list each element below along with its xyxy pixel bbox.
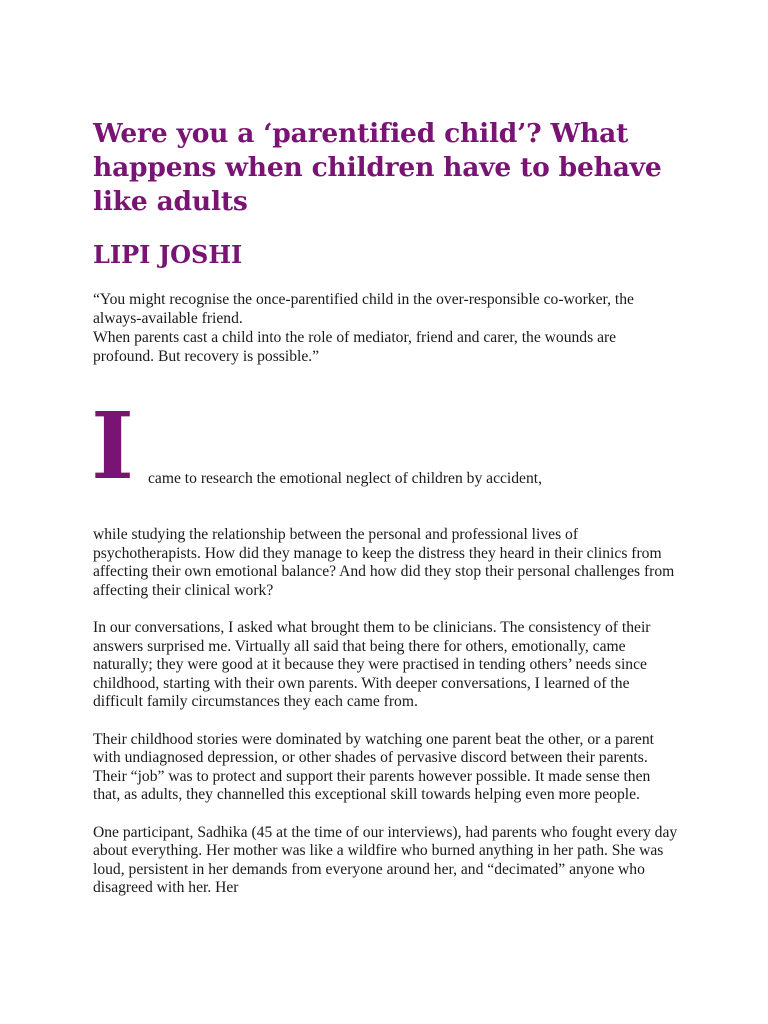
standfirst-line: When parents cast a child into the role of mediator, friend and carer, the wounds are profound. But recovery is possible.”: [93, 329, 617, 365]
body-paragraph: One participant, Sadhika (45 at the time of our interviews), had parents who fought every day about everything. Her mother was like a wildfire who burned anything in her path. She was loud, persistent in her demands from everyone around her, and “decimated” anyone who disagreed with her. Her: [93, 823, 678, 897]
article-author: LIPI JOSHI: [93, 240, 243, 269]
article-title: Were you a ‘parentified child’? What happens when children have to behave like adults: [93, 118, 662, 217]
dropcap-paragraph-start: [91, 392, 678, 500]
body-paragraph: while studying the relationship between the personal and professional lives of psychotherapists. How did they manage to keep the distress they heard in their clinics from affecting their own emotional balance? And how did they stop their personal challenges from affecting their clinical work?: [93, 526, 675, 599]
body-paragraph: Their childhood stories were dominated by watching one parent beat the other, or a parent with undiagnosed depression, or other shades of pervasive discord between their parents. Their “job” was to protect and support their parents however possible. It made sense then that, as adults, they channelled this exceptional skill towards helping even more people.: [93, 730, 654, 804]
article-body: [93, 526, 678, 898]
body-paragraph: In our conversations, I asked what brought them to be clinicians. The consistency of their answers surprised me. Virtually all said that being there for others, emotionally, came naturally; they were good at it because they were practised in tending others’ needs since childhood, starting with their own parents. With deeper conversations, I learned of the difficult family circumstances they each came from.: [93, 618, 651, 711]
article: [93, 117, 678, 916]
drop-cap-letter: I: [91, 392, 135, 500]
standfirst-line: “You might recognise the once-parentified child in the over-responsible co-worker, the always-available friend.: [93, 291, 634, 327]
first-line-text: came to research the emotional neglect of children by accident,: [148, 470, 542, 487]
article-standfirst: [93, 290, 678, 366]
